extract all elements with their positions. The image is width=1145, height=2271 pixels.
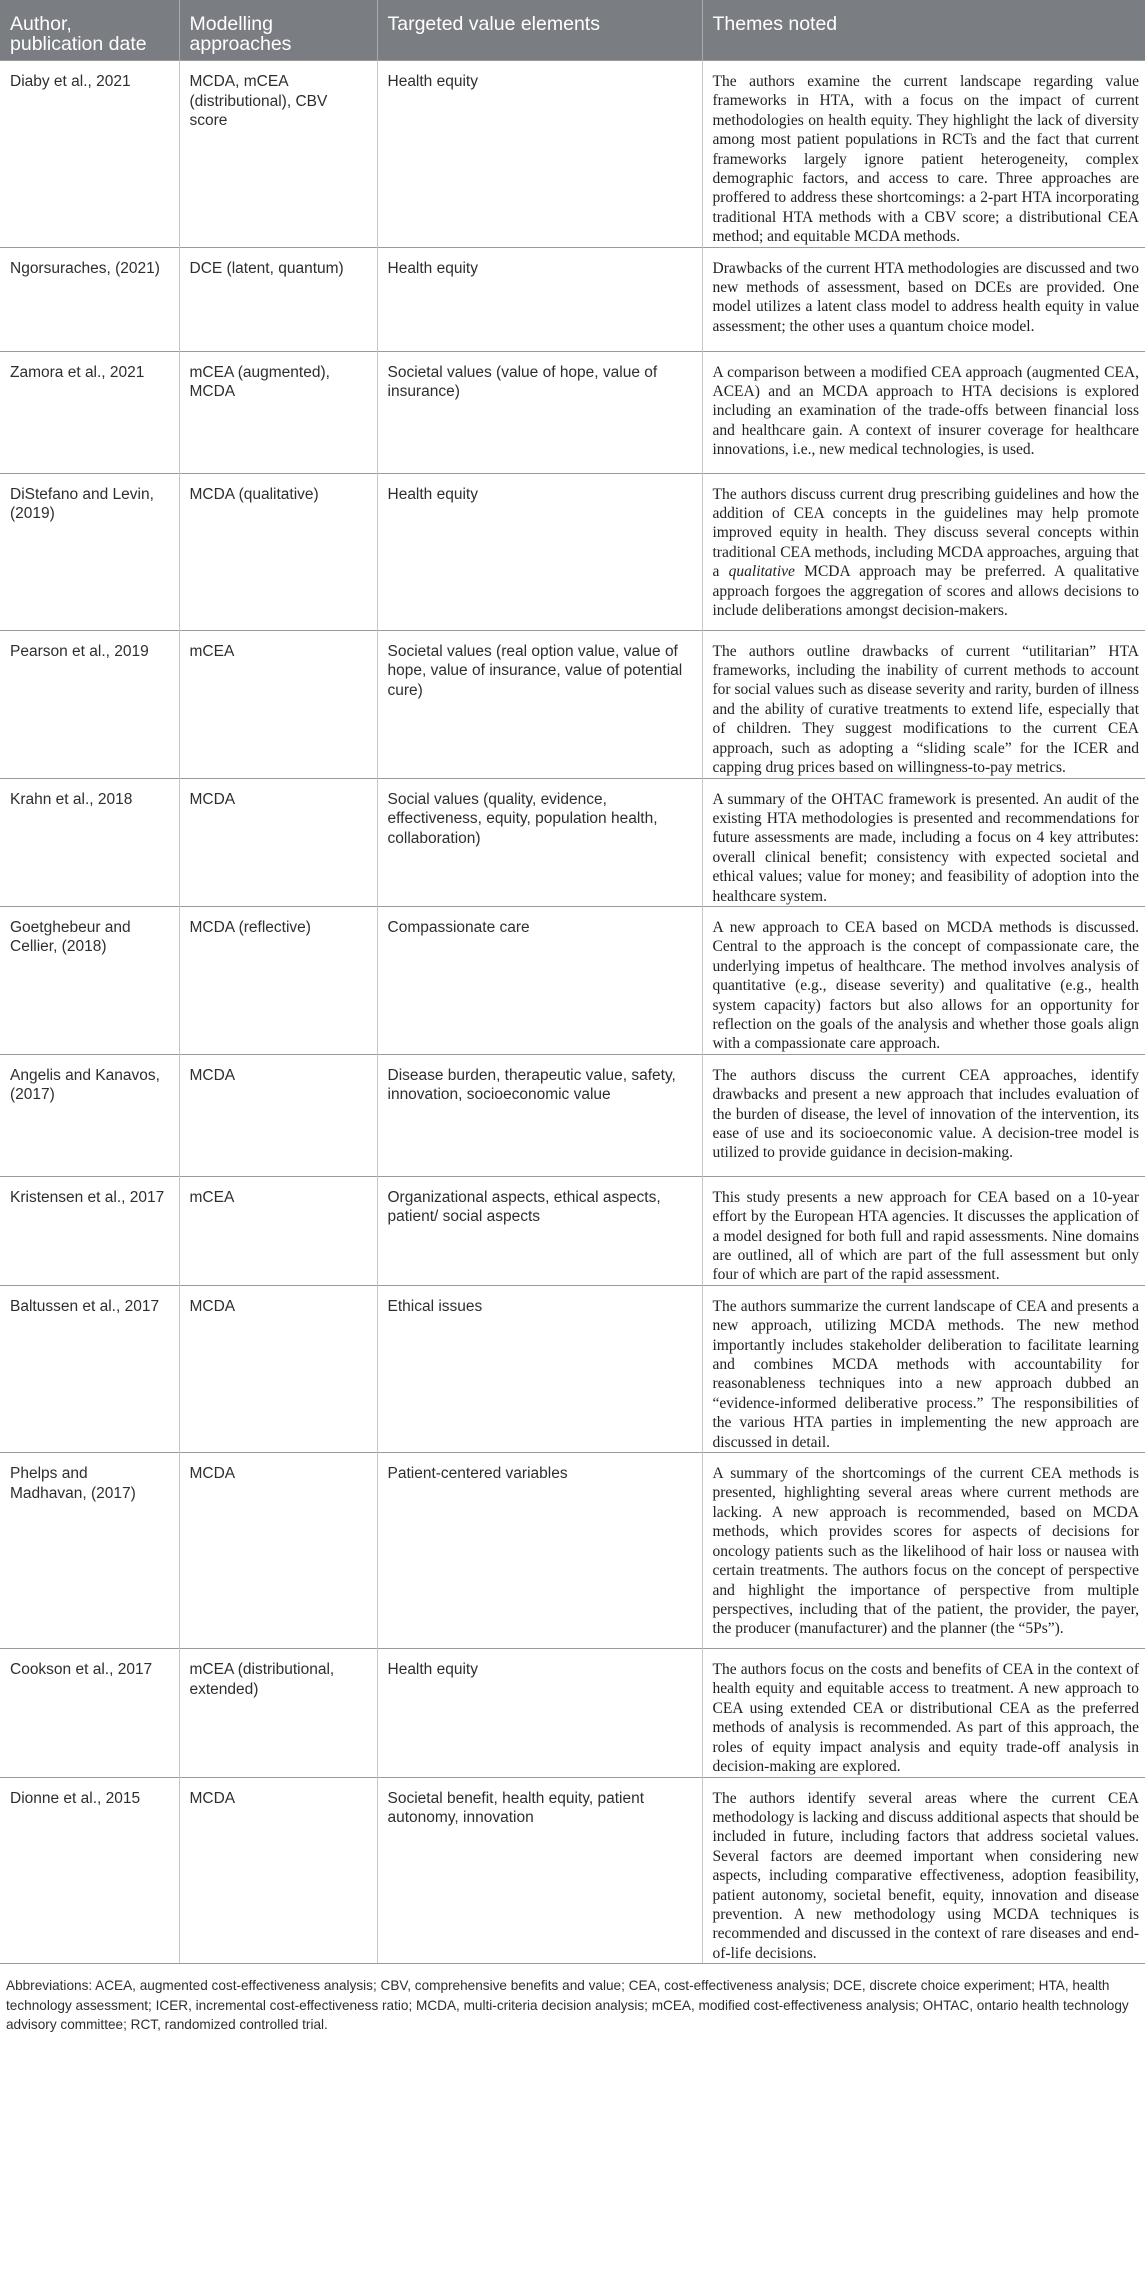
themes-cell: The authors discuss the current CEA approaches, identify drawbacks and present a new approach that includes evaluation of the burden of disease, the level of innovation of the intervention, its ease of use and its socioeconomic value. A decision-tree model is utilized to provide guidance in decision-making. bbox=[702, 1054, 1145, 1176]
author-cell: Kristensen et al., 2017 bbox=[0, 1176, 179, 1285]
author-cell: Krahn et al., 2018 bbox=[0, 778, 179, 906]
themes-cell: A new approach to CEA based on MCDA methods is discussed. Central to the approach is the concept of compassionate care, the underlying impetus of healthcare. The method involves analysis of quantitative (e.g., disease severity) and qualitative (e.g., health system capacity) factors but also allows for an opportunity for reflection on the goals of the analysis and whether those goals align with a compassionate care approach. bbox=[702, 906, 1145, 1054]
themes-cell: A comparison between a modified CEA approach (augmented CEA, ACEA) and an MCDA approach to HTA decisions is explored including an examination of the trade-offs between financial loss and healthcare gain. A context of insurer coverage for healthcare innovations, i.e., new medical technologies, is used. bbox=[702, 351, 1145, 473]
elements-cell: Compassionate care bbox=[377, 906, 702, 1054]
author-cell: Diaby et al., 2021 bbox=[0, 61, 179, 248]
header-themes: Themes noted bbox=[702, 0, 1145, 61]
abbreviations-footnote: Abbreviations: ACEA, augmented cost-effectiveness analysis; CBV, comprehensive benefits and value; CEA, cost-effectiveness analysis; DCE, discrete choice experiment; HTA, health technology assessment; ICER, incremental cost-effectiveness ratio; MCDA, multi-criteria decision analysis; mCEA, modified cost-effectiveness analysis; OHTAC, ontario health technology advisory committee; RCT, randomized controlled trial. bbox=[6, 1978, 1129, 2033]
themes-cell: A summary of the shortcomings of the current CEA methods is presented, highlighting several areas where current methods are lacking. A new approach is recommended, based on MCDA methods, which provides scores for aspects of decisions for oncology patients such as the likelihood of hair loss or nausea with certain treatments. The authors focus on the concept of perspective and highlight the importance of perspective from multiple perspectives, including that of the patient, the provider, the payer, the producer (manufacturer) and the planner (the “5Ps”). bbox=[702, 1453, 1145, 1649]
elements-cell: Health equity bbox=[377, 247, 702, 351]
elements-cell: Disease burden, therapeutic value, safety, innovation, socioeconomic value bbox=[377, 1054, 702, 1176]
table-row bbox=[0, 61, 1145, 248]
approach-cell: MCDA (reflective) bbox=[179, 906, 377, 1054]
elements-cell: Societal values (value of hope, value of insurance) bbox=[377, 351, 702, 473]
themes-cell: The authors focus on the costs and benefits of CEA in the context of health equity and equitable access to treatment. A new approach to CEA using extended CEA or distributional CEA as the preferred methods of analysis is recommended. As part of this approach, the roles of equity impact analysis and equity trade-off analysis in decision-making are explored. bbox=[702, 1649, 1145, 1777]
header-author: Author, publication date bbox=[0, 0, 179, 61]
themes-cell bbox=[702, 473, 1145, 630]
themes-cell: The authors examine the current landscape regarding value frameworks in HTA, with a focus on the impact of current methodologies on health equity. They highlight the lack of diversity among most patient populations in RCTs and the fact that current frameworks largely ignore patient heterogeneity, complex demographic factors, and access to care. Three approaches are proffered to address these shortcomings: a 2-part HTA incorporating traditional HTA methods with a CBV score; a distributional CEA method; and equitable MCDA methods. bbox=[702, 61, 1145, 248]
table-row bbox=[0, 1453, 1145, 1649]
author-cell: Dionne et al., 2015 bbox=[0, 1777, 179, 1964]
elements-cell: Societal benefit, health equity, patient autonomy, innovation bbox=[377, 1777, 702, 1964]
themes-text: MCDA approach may be preferred. A qualitative approach forgoes the aggregation of scores and allows decisions to include deliberations amongst decision-makers. bbox=[712, 563, 1139, 620]
themes-cell: A summary of the OHTAC framework is presented. An audit of the existing HTA methodologies is presented and recommendations for future assessments are made, including a focus on 4 key attributes: overall clinical benefit; consistency with expected societal and ethical values; value for money; and feasibility of adoption into the healthcare system. bbox=[702, 778, 1145, 906]
approach-cell: mCEA (augmented), MCDA bbox=[179, 351, 377, 473]
table-row bbox=[0, 906, 1145, 1054]
table-row bbox=[0, 351, 1145, 473]
table-row bbox=[0, 630, 1145, 778]
table-header-row bbox=[0, 0, 1145, 61]
header-elements: Targeted value elements bbox=[377, 0, 702, 61]
themes-emphasis: qualitative bbox=[728, 563, 795, 581]
approach-cell: mCEA bbox=[179, 1176, 377, 1285]
elements-cell: Health equity bbox=[377, 1649, 702, 1777]
table-row bbox=[0, 247, 1145, 351]
table-row bbox=[0, 1777, 1145, 1964]
table-row bbox=[0, 1649, 1145, 1777]
themes-text: The authors discuss current drug prescribing guidelines and how the addition of CEA concepts in the guidelines may help promote improved equity in health. They discuss several concepts within traditional CEA methods, including MCDA approaches, arguing that a bbox=[712, 485, 1139, 581]
author-cell: DiStefano and Levin, (2019) bbox=[0, 473, 179, 630]
themes-cell: Drawbacks of the current HTA methodologies are discussed and two new methods of assessment, based on DCEs are provided. One model utilizes a latent class model to address health equity in value assessment; the other uses a quantum choice model. bbox=[702, 247, 1145, 351]
elements-cell: Health equity bbox=[377, 61, 702, 248]
themes-cell: The authors identify several areas where the current CEA methodology is lacking and discuss additional aspects that should be included in future, including factors that address societal values. Several factors are deemed important when considering new aspects, including comparative effectiveness, adoption feasibility, patient autonomy, societal benefit, equity, innovation and disease prevention. A new methodology using MCDA techniques is recommended and discussed in the context of rare diseases and end-of-life decisions. bbox=[702, 1777, 1145, 1964]
approach-cell: MCDA bbox=[179, 778, 377, 906]
elements-cell: Patient-centered variables bbox=[377, 1453, 702, 1649]
elements-cell: Organizational aspects, ethical aspects, patient/ social aspects bbox=[377, 1176, 702, 1285]
elements-cell: Social values (quality, evidence, effectiveness, equity, population health, collaboration) bbox=[377, 778, 702, 906]
author-cell: Phelps and Madhavan, (2017) bbox=[0, 1453, 179, 1649]
approach-cell: MCDA bbox=[179, 1054, 377, 1176]
header-approach: Modelling approaches bbox=[179, 0, 377, 61]
table-row bbox=[0, 1054, 1145, 1176]
approach-cell: MCDA bbox=[179, 1453, 377, 1649]
themes-cell: This study presents a new approach for CEA based on a 10-year effort by the European HTA agencies. It discusses the application of a model designed for both full and rapid assessments. Nine domains are outlined, all of which are part of the full assessment but only four of which are part of the rapid assessment. bbox=[702, 1176, 1145, 1285]
themes-cell: The authors outline drawbacks of current “utilitarian” HTA frameworks, including the inability of current methods to account for social values such as disease severity and rarity, burden of illness and the ability of curative treatments to extend life, especially that of children. They suggest modifications to the current CEA approach, such as adopting a “sliding scale” for the ICER and capping drug prices based on willingness-to-pay metrics. bbox=[702, 630, 1145, 778]
approach-cell: MCDA, mCEA (distributional), CBV score bbox=[179, 61, 377, 248]
themes-cell: The authors summarize the current landscape of CEA and presents a new approach, utilizing MCDA methods. The new method importantly includes stakeholder deliberation to facilitate learning and combines MCDA methods with accountability for reasonableness techniques into a new approach dubbed an “evidence-informed deliberative process.” The responsibilities of the various HTA parties in implementing the new approach are discussed in detail. bbox=[702, 1285, 1145, 1452]
author-cell: Zamora et al., 2021 bbox=[0, 351, 179, 473]
table-row bbox=[0, 778, 1145, 906]
elements-cell: Ethical issues bbox=[377, 1285, 702, 1452]
author-cell: Angelis and Kanavos, (2017) bbox=[0, 1054, 179, 1176]
author-cell: Ngorsuraches, (2021) bbox=[0, 247, 179, 351]
author-cell: Cookson et al., 2017 bbox=[0, 1649, 179, 1777]
approach-cell: MCDA bbox=[179, 1777, 377, 1964]
elements-cell: Health equity bbox=[377, 473, 702, 630]
author-cell: Baltussen et al., 2017 bbox=[0, 1285, 179, 1452]
author-cell: Goetghebeur and Cellier, (2018) bbox=[0, 906, 179, 1054]
approach-cell: mCEA bbox=[179, 630, 377, 778]
author-cell: Pearson et al., 2019 bbox=[0, 630, 179, 778]
table-row bbox=[0, 1285, 1145, 1452]
approach-cell: MCDA bbox=[179, 1285, 377, 1452]
table-row bbox=[0, 1176, 1145, 1285]
approach-cell: DCE (latent, quantum) bbox=[179, 247, 377, 351]
table-row bbox=[0, 473, 1145, 630]
elements-cell: Societal values (real option value, value of hope, value of insurance, value of potential cure) bbox=[377, 630, 702, 778]
approach-cell: mCEA (distributional, extended) bbox=[179, 1649, 377, 1777]
approach-cell: MCDA (qualitative) bbox=[179, 473, 377, 630]
